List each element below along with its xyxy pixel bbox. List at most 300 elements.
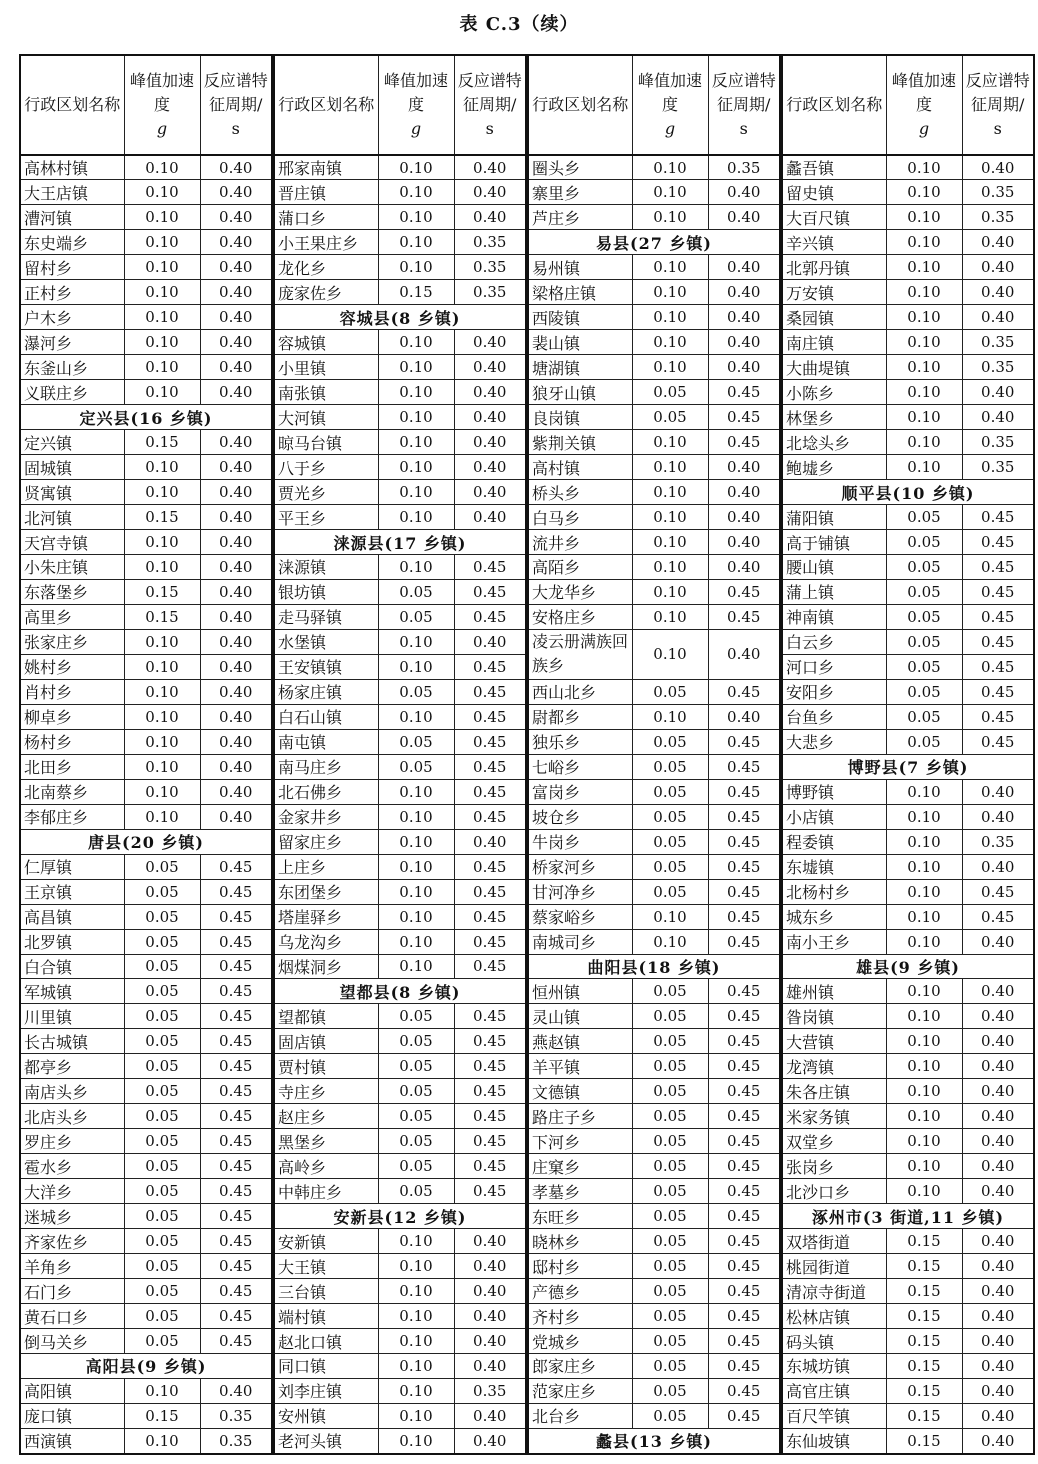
pga-value: 0.10 (124, 1428, 200, 1454)
township-name: 川里镇 (20, 1004, 124, 1029)
pga-value: 0.05 (632, 405, 708, 430)
pga-value: 0.10 (632, 480, 708, 505)
period-value: 0.40 (454, 1279, 526, 1304)
pga-value: 0.10 (632, 929, 708, 954)
township-name: 涞源镇 (274, 555, 378, 580)
period-value: 0.40 (708, 629, 780, 679)
period-value: 0.40 (200, 1378, 272, 1403)
pga-value: 0.10 (124, 804, 200, 829)
township-name: 大曲堤镇 (782, 355, 886, 380)
pga-value: 0.05 (632, 1179, 708, 1204)
period-unit: s (485, 119, 494, 138)
table-row (528, 1304, 780, 1329)
pga-value: 0.05 (632, 729, 708, 754)
period-value: 0.40 (200, 280, 272, 305)
period-value: 0.40 (962, 1129, 1034, 1154)
pga-value: 0.05 (632, 1004, 708, 1029)
pga-value: 0.10 (124, 704, 200, 729)
table-row (274, 754, 526, 779)
township-name: 高里乡 (20, 604, 124, 629)
township-name: 北石佛乡 (274, 779, 378, 804)
table-row (20, 480, 272, 505)
period-value: 0.45 (962, 555, 1034, 580)
col-header-name (528, 55, 632, 155)
county-group-label: 顺平县(10 乡镇) (782, 480, 1034, 505)
pga-value: 0.05 (632, 879, 708, 904)
period-value: 0.45 (454, 779, 526, 804)
period-value: 0.40 (962, 1254, 1034, 1279)
period-value: 0.45 (200, 879, 272, 904)
table-row (528, 405, 780, 430)
period-value: 0.45 (200, 1329, 272, 1354)
table-row (528, 829, 780, 854)
table-row (20, 1279, 272, 1304)
township-name: 刘李庄镇 (274, 1378, 378, 1403)
table-row (274, 430, 526, 455)
table-row (528, 180, 780, 205)
pga-value: 0.10 (886, 155, 962, 180)
period-value: 0.40 (200, 604, 272, 629)
pga-value: 0.05 (632, 829, 708, 854)
col-header-pga (886, 55, 962, 155)
pga-value: 0.10 (124, 729, 200, 754)
county-group-label: 望都县(8 乡镇) (274, 979, 526, 1004)
township-name: 大洋乡 (20, 1179, 124, 1204)
pga-value: 0.10 (632, 205, 708, 230)
pga-value: 0.15 (378, 280, 454, 305)
pga-value: 0.05 (124, 1129, 200, 1154)
period-value: 0.45 (200, 1304, 272, 1329)
pga-value: 0.10 (378, 1304, 454, 1329)
pga-value: 0.05 (124, 1229, 200, 1254)
county-group-label: 定兴县(16 乡镇) (20, 405, 272, 430)
period-value: 0.40 (200, 480, 272, 505)
period-value: 0.45 (200, 1279, 272, 1304)
period-value: 0.35 (454, 1378, 526, 1403)
table-row (528, 255, 780, 280)
table-row (20, 1428, 272, 1454)
pga-value: 0.05 (632, 854, 708, 879)
table-row (528, 704, 780, 729)
pga-value: 0.10 (124, 754, 200, 779)
county-group-row (20, 1354, 272, 1379)
township-name: 北沙口乡 (782, 1179, 886, 1204)
table-row (528, 1354, 780, 1379)
period-value: 0.45 (708, 1079, 780, 1104)
pga-value: 0.10 (632, 579, 708, 604)
pga-value: 0.10 (378, 1403, 454, 1428)
period-value: 0.40 (962, 405, 1034, 430)
table-row (528, 1054, 780, 1079)
period-value: 0.40 (200, 255, 272, 280)
table-row (20, 430, 272, 455)
township-name: 朱各庄镇 (782, 1079, 886, 1104)
table-row (20, 704, 272, 729)
table-row (528, 505, 780, 530)
pga-value: 0.10 (378, 904, 454, 929)
period-value: 0.40 (200, 629, 272, 654)
table-row (274, 555, 526, 580)
pga-value: 0.10 (886, 929, 962, 954)
table-row (274, 1378, 526, 1403)
table-row (782, 729, 1034, 754)
name-label: 行政区划名称 (786, 95, 883, 114)
table-row (20, 280, 272, 305)
pga-value: 0.10 (886, 779, 962, 804)
township-name: 北店头乡 (20, 1104, 124, 1129)
period-value: 0.40 (200, 530, 272, 555)
table-row (528, 330, 780, 355)
pga-value: 0.10 (378, 854, 454, 879)
township-name: 贾光乡 (274, 480, 378, 505)
township-name: 南小王乡 (782, 929, 886, 954)
pga-value: 0.10 (632, 255, 708, 280)
township-name: 下河乡 (528, 1129, 632, 1154)
period-value: 0.40 (454, 480, 526, 505)
township-name: 黑堡乡 (274, 1129, 378, 1154)
pga-value: 0.05 (124, 1279, 200, 1304)
table-row (782, 654, 1034, 679)
period-value: 0.35 (454, 230, 526, 255)
pga-value: 0.05 (632, 1254, 708, 1279)
period-value: 0.40 (962, 1079, 1034, 1104)
pga-value: 0.15 (886, 1304, 962, 1329)
period-value: 0.40 (454, 330, 526, 355)
period-value: 0.45 (454, 954, 526, 979)
township-name: 高岭乡 (274, 1154, 378, 1179)
township-name: 桃园街道 (782, 1254, 886, 1279)
pga-value: 0.10 (124, 255, 200, 280)
pga-value: 0.10 (886, 405, 962, 430)
table-row (274, 729, 526, 754)
table-row (274, 1254, 526, 1279)
period-value: 0.45 (708, 679, 780, 704)
pga-value: 0.10 (378, 1378, 454, 1403)
township-name: 中韩庄乡 (274, 1179, 378, 1204)
pga-value: 0.05 (124, 1254, 200, 1279)
township-name: 东墟镇 (782, 854, 886, 879)
period-value: 0.35 (962, 430, 1034, 455)
township-name: 西陵镇 (528, 305, 632, 330)
period-value: 0.40 (454, 1329, 526, 1354)
township-name: 龙化乡 (274, 255, 378, 280)
pga-value: 0.05 (124, 1004, 200, 1029)
pga-value: 0.10 (378, 1329, 454, 1354)
pga-value: 0.10 (378, 380, 454, 405)
table-panel-3 (527, 54, 781, 1455)
period-value: 0.45 (708, 1054, 780, 1079)
township-name: 白马乡 (528, 505, 632, 530)
pga-value: 0.10 (886, 1129, 962, 1154)
period-value: 0.45 (454, 679, 526, 704)
county-group-label: 曲阳县(18 乡镇) (528, 954, 780, 979)
period-value: 0.45 (708, 1179, 780, 1204)
township-name: 大营镇 (782, 1029, 886, 1054)
period-value: 0.45 (708, 879, 780, 904)
township-name: 孝墓乡 (528, 1179, 632, 1204)
township-name: 大百尺镇 (782, 205, 886, 230)
pga-value: 0.05 (378, 1179, 454, 1204)
period-value: 0.40 (708, 530, 780, 555)
township-name: 贾村镇 (274, 1054, 378, 1079)
period-value: 0.35 (962, 829, 1034, 854)
period-value: 0.45 (454, 854, 526, 879)
township-name: 平王乡 (274, 505, 378, 530)
township-name: 鲍墟乡 (782, 455, 886, 480)
township-name: 良岗镇 (528, 405, 632, 430)
pga-value: 0.10 (124, 629, 200, 654)
township-name: 大悲乡 (782, 729, 886, 754)
pga-value: 0.10 (886, 879, 962, 904)
township-name: 牛岗乡 (528, 829, 632, 854)
data-table-container (19, 54, 1030, 1455)
pga-value: 0.10 (378, 629, 454, 654)
table-row (274, 879, 526, 904)
pga-value: 0.10 (124, 155, 200, 180)
pga-value: 0.10 (886, 904, 962, 929)
pga-value: 0.10 (632, 155, 708, 180)
pga-value: 0.10 (124, 180, 200, 205)
period-value: 0.45 (708, 1104, 780, 1129)
pga-value: 0.05 (124, 1079, 200, 1104)
period-unit: s (993, 119, 1002, 138)
pga-value: 0.10 (632, 704, 708, 729)
table-row (20, 205, 272, 230)
pga-value: 0.10 (886, 255, 962, 280)
pga-value: 0.10 (886, 305, 962, 330)
pga-value: 0.05 (124, 904, 200, 929)
township-name: 北埝头乡 (782, 430, 886, 455)
period-value: 0.45 (708, 1354, 780, 1379)
township-name: 南店头乡 (20, 1079, 124, 1104)
township-name: 东史端乡 (20, 230, 124, 255)
pga-value: 0.05 (632, 779, 708, 804)
period-value: 0.45 (200, 929, 272, 954)
table-row (274, 654, 526, 679)
pga-value: 0.05 (632, 1279, 708, 1304)
table-row (274, 1329, 526, 1354)
pga-value: 0.05 (632, 1329, 708, 1354)
table-row (274, 1304, 526, 1329)
period-value: 0.40 (708, 704, 780, 729)
table-row (20, 230, 272, 255)
table-row (274, 1029, 526, 1054)
table-row (274, 155, 526, 180)
pga-value: 0.15 (886, 1279, 962, 1304)
pga-value: 0.10 (378, 505, 454, 530)
table-row (528, 729, 780, 754)
period-value: 0.45 (962, 505, 1034, 530)
township-name: 龙湾镇 (782, 1054, 886, 1079)
period-value: 0.40 (708, 480, 780, 505)
table-row (782, 629, 1034, 654)
pga-value: 0.05 (378, 1154, 454, 1179)
pga-value: 0.05 (632, 1378, 708, 1403)
pga-value: 0.10 (886, 180, 962, 205)
period-value: 0.40 (962, 1403, 1034, 1428)
table-row (528, 604, 780, 629)
pga-value: 0.05 (124, 1179, 200, 1204)
pga-value: 0.05 (124, 1154, 200, 1179)
county-group-row (274, 979, 526, 1004)
pga-value: 0.10 (886, 854, 962, 879)
township-name: 三台镇 (274, 1279, 378, 1304)
township-name: 天宫寺镇 (20, 530, 124, 555)
township-name: 塔崖驿乡 (274, 904, 378, 929)
period-value: 0.45 (962, 729, 1034, 754)
pga-value: 0.10 (378, 155, 454, 180)
period-value: 0.40 (454, 1229, 526, 1254)
pga-value: 0.05 (632, 979, 708, 1004)
pga-value: 0.10 (886, 1179, 962, 1204)
table-panel-4 (781, 54, 1035, 1455)
period-value: 0.45 (708, 405, 780, 430)
table-row (274, 205, 526, 230)
county-group-label: 雄县(9 乡镇) (782, 954, 1034, 979)
table-row (528, 804, 780, 829)
table-row (782, 1079, 1034, 1104)
township-name: 东团堡乡 (274, 879, 378, 904)
township-name: 恒州镇 (528, 979, 632, 1004)
township-name: 坡仓乡 (528, 804, 632, 829)
township-name: 路庄子乡 (528, 1104, 632, 1129)
period-value: 0.45 (200, 1154, 272, 1179)
table-panel-2 (273, 54, 527, 1455)
township-name: 高昌镇 (20, 904, 124, 929)
period-value: 0.40 (708, 555, 780, 580)
table-row (274, 355, 526, 380)
name-label: 行政区划名称 (24, 95, 121, 114)
table-row (274, 829, 526, 854)
pga-value: 0.10 (124, 480, 200, 505)
pga-value: 0.10 (632, 455, 708, 480)
table-row (782, 455, 1034, 480)
pga-value: 0.10 (886, 205, 962, 230)
pga-value: 0.05 (378, 1129, 454, 1154)
table-row (782, 255, 1034, 280)
township-name: 柳卓乡 (20, 704, 124, 729)
period-value: 0.40 (200, 330, 272, 355)
table-row (274, 1079, 526, 1104)
township-name: 邢家南镇 (274, 155, 378, 180)
table-row (274, 954, 526, 979)
pga-label: 峰值加速度 (129, 71, 194, 114)
period-value: 0.40 (708, 255, 780, 280)
township-name: 大龙华乡 (528, 579, 632, 604)
pga-value: 0.10 (632, 280, 708, 305)
township-name: 河口乡 (782, 654, 886, 679)
pga-value: 0.05 (632, 754, 708, 779)
pga-value: 0.05 (632, 1129, 708, 1154)
pga-value: 0.05 (378, 1054, 454, 1079)
table-row (20, 1029, 272, 1054)
table-row (274, 230, 526, 255)
period-value: 0.45 (200, 1054, 272, 1079)
pga-value: 0.15 (886, 1329, 962, 1354)
pga-value: 0.10 (886, 330, 962, 355)
township-name: 罗庄乡 (20, 1129, 124, 1154)
pga-value: 0.10 (378, 704, 454, 729)
table-row (782, 205, 1034, 230)
pga-value: 0.10 (124, 330, 200, 355)
pga-unit: g (918, 119, 930, 138)
township-name: 石门乡 (20, 1279, 124, 1304)
period-value: 0.40 (962, 1104, 1034, 1129)
township-name: 老河头镇 (274, 1428, 378, 1454)
pga-value: 0.05 (886, 729, 962, 754)
table-row (528, 854, 780, 879)
township-name: 南城司乡 (528, 929, 632, 954)
township-name: 松林店镇 (782, 1304, 886, 1329)
period-value: 0.45 (708, 729, 780, 754)
period-value: 0.40 (962, 1304, 1034, 1329)
period-value: 0.40 (962, 1154, 1034, 1179)
period-value: 0.40 (200, 355, 272, 380)
pga-value: 0.05 (378, 754, 454, 779)
township-name: 桑园镇 (782, 305, 886, 330)
township-name: 高于铺镇 (782, 530, 886, 555)
pga-value: 0.10 (378, 255, 454, 280)
period-value: 0.40 (962, 1279, 1034, 1304)
table-row (782, 430, 1034, 455)
township-name: 东旺乡 (528, 1204, 632, 1229)
pga-unit: g (156, 119, 168, 138)
period-value: 0.45 (454, 579, 526, 604)
table-row (528, 1079, 780, 1104)
table-row (20, 155, 272, 180)
pga-value: 0.15 (886, 1229, 962, 1254)
table-row (528, 555, 780, 580)
pga-value: 0.10 (632, 505, 708, 530)
pga-value: 0.05 (632, 1354, 708, 1379)
township-name: 寺庄乡 (274, 1079, 378, 1104)
pga-value: 0.05 (124, 1104, 200, 1129)
pga-value: 0.05 (124, 879, 200, 904)
township-name: 北罗镇 (20, 929, 124, 954)
township-name: 蔡家峪乡 (528, 904, 632, 929)
table-row (528, 455, 780, 480)
table-row (782, 1403, 1034, 1428)
col-header-period (962, 55, 1034, 155)
township-name: 张岗乡 (782, 1154, 886, 1179)
period-value: 0.40 (962, 155, 1034, 180)
township-name: 肖村乡 (20, 679, 124, 704)
period-value: 0.45 (708, 1403, 780, 1428)
table-row (782, 804, 1034, 829)
township-name: 大河镇 (274, 405, 378, 430)
township-name: 李郁庄乡 (20, 804, 124, 829)
township-name: 高林村镇 (20, 155, 124, 180)
period-value: 0.45 (200, 854, 272, 879)
pga-value: 0.10 (886, 979, 962, 1004)
table-row (274, 330, 526, 355)
table-row (782, 1329, 1034, 1354)
township-name: 高村镇 (528, 455, 632, 480)
period-value: 0.45 (200, 1179, 272, 1204)
township-name: 独乐乡 (528, 729, 632, 754)
township-name: 西山北乡 (528, 679, 632, 704)
period-value: 0.45 (708, 1004, 780, 1029)
period-value: 0.45 (454, 555, 526, 580)
table-row (274, 255, 526, 280)
table-row (528, 480, 780, 505)
township-name: 赵北口镇 (274, 1329, 378, 1354)
pga-value: 0.10 (124, 679, 200, 704)
township-name: 高阳镇 (20, 1378, 124, 1403)
township-name: 军城镇 (20, 979, 124, 1004)
township-name: 烟煤洞乡 (274, 954, 378, 979)
table-row (528, 1378, 780, 1403)
